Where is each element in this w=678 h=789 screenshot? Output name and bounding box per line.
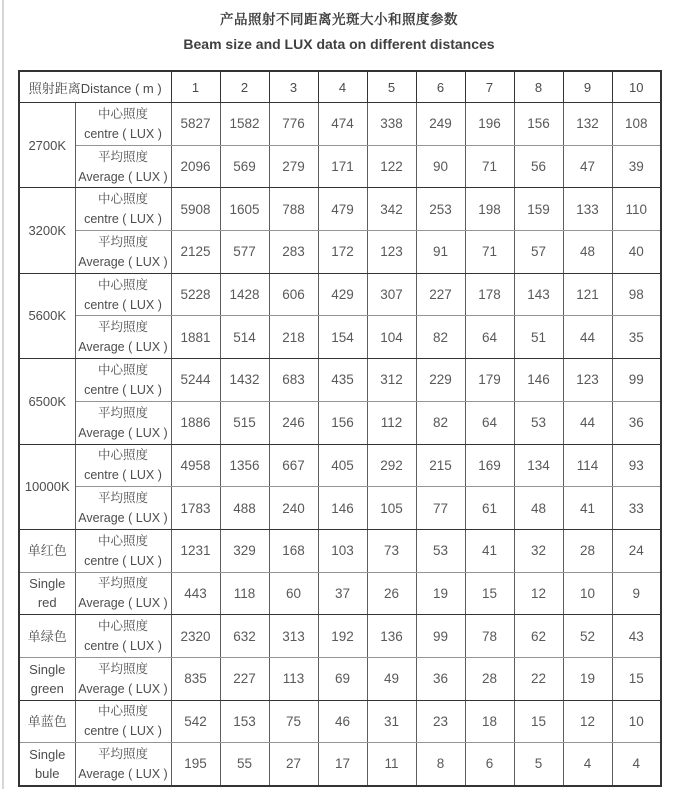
lux-value-cell: 121 [563, 273, 612, 316]
group-label-cell: 单红色 [19, 529, 75, 572]
lux-value-cell: 55 [220, 743, 269, 786]
lux-value-cell: 283 [269, 231, 318, 274]
lux-value-cell: 24 [612, 529, 661, 572]
lux-value-cell: 71 [465, 231, 514, 274]
metric-label-cn: 平均照度 [97, 576, 148, 591]
group-centre-row [19, 615, 661, 658]
distance-col-header: 4 [318, 71, 367, 103]
lux-value-cell: 1432 [220, 359, 269, 402]
table-head [19, 71, 661, 103]
metric-label-en: Average ( LUX ) [78, 169, 168, 184]
lux-value-cell: 11 [367, 743, 416, 786]
group-centre-row [19, 444, 661, 487]
metric-label-cn: 中心照度 [97, 533, 148, 548]
lux-value-cell: 2125 [171, 231, 220, 274]
metric-label-cn: 中心照度 [97, 277, 148, 292]
lux-value-cell: 64 [465, 316, 514, 359]
lux-value-cell: 108 [612, 103, 661, 146]
lux-value-cell: 17 [318, 743, 367, 786]
group-label-cell: 单蓝色 [19, 700, 75, 743]
lux-value-cell: 41 [465, 529, 514, 572]
group-label-en-cell: Single bule [19, 743, 75, 786]
lux-value-cell: 168 [269, 529, 318, 572]
lux-value-cell: 577 [220, 231, 269, 274]
group-centre-row [19, 529, 661, 572]
lux-value-cell: 10 [612, 700, 661, 743]
lux-value-cell: 134 [514, 444, 563, 487]
metric-label-cn: 中心照度 [97, 619, 148, 634]
lux-value-cell: 835 [171, 657, 220, 700]
lux-value-cell: 41 [563, 487, 612, 530]
lux-value-cell: 110 [612, 188, 661, 231]
lux-value-cell: 178 [465, 273, 514, 316]
lux-value-cell: 171 [318, 145, 367, 188]
lux-value-cell: 606 [269, 273, 318, 316]
group-centre-row [19, 273, 661, 316]
lux-value-cell: 4958 [171, 444, 220, 487]
metric-label-cell-centre [75, 444, 171, 487]
metric-label-cell-average [75, 231, 171, 274]
metric-label-cell-centre [75, 273, 171, 316]
lux-value-cell: 146 [514, 359, 563, 402]
lux-value-cell: 123 [563, 359, 612, 402]
lux-value-cell: 71 [465, 145, 514, 188]
metric-label-en: Average ( LUX ) [78, 254, 168, 269]
lux-value-cell: 4 [563, 743, 612, 786]
lux-value-cell: 246 [269, 401, 318, 444]
lux-value-cell: 6 [465, 743, 514, 786]
lux-value-cell: 9 [612, 572, 661, 615]
page-left-border [2, 0, 4, 789]
metric-label-cn: 平均照度 [97, 405, 148, 420]
metric-label-cell-centre [75, 359, 171, 402]
metric-label-cell-average [75, 572, 171, 615]
group-average-row [19, 743, 661, 786]
metric-label-cn: 中心照度 [97, 704, 148, 719]
lux-value-cell: 28 [465, 657, 514, 700]
page-title-en: Beam size and LUX data on different distances [183, 36, 495, 52]
lux-value-cell: 28 [563, 529, 612, 572]
group-label-cell: 6500K [19, 359, 75, 444]
lux-value-cell: 40 [612, 231, 661, 274]
lux-value-cell: 218 [269, 316, 318, 359]
distance-col-header: 9 [563, 71, 612, 103]
lux-value-cell: 156 [318, 401, 367, 444]
metric-label-cell-average [75, 316, 171, 359]
lux-value-cell: 136 [367, 615, 416, 658]
distance-col-header: 7 [465, 71, 514, 103]
lux-value-cell: 240 [269, 487, 318, 530]
lux-value-cell: 82 [416, 316, 465, 359]
metric-label-cn: 平均照度 [97, 149, 148, 164]
lux-value-cell: 1356 [220, 444, 269, 487]
group-label-cell: 2700K [19, 103, 75, 188]
group-centre-row [19, 359, 661, 402]
distance-col-header: 2 [220, 71, 269, 103]
distance-col-header: 5 [367, 71, 416, 103]
lux-value-cell: 5827 [171, 103, 220, 146]
lux-value-cell: 99 [416, 615, 465, 658]
lux-value-cell: 632 [220, 615, 269, 658]
lux-value-cell: 77 [416, 487, 465, 530]
lux-value-cell: 105 [367, 487, 416, 530]
lux-value-cell: 342 [367, 188, 416, 231]
lux-value-cell: 61 [465, 487, 514, 530]
metric-label-cell-average [75, 401, 171, 444]
metric-label-en: centre ( LUX ) [84, 639, 162, 654]
metric-label-cell-centre [75, 615, 171, 658]
lux-value-cell: 35 [612, 316, 661, 359]
lux-value-cell: 1605 [220, 188, 269, 231]
lux-value-cell: 12 [563, 700, 612, 743]
lux-value-cell: 46 [318, 700, 367, 743]
lux-value-cell: 514 [220, 316, 269, 359]
lux-value-cell: 338 [367, 103, 416, 146]
group-average-row [19, 487, 661, 530]
group-average-row [19, 572, 661, 615]
lux-value-cell: 215 [416, 444, 465, 487]
metric-label-cell-average [75, 657, 171, 700]
lux-value-cell: 143 [514, 273, 563, 316]
group-label-cell: 5600K [19, 273, 75, 358]
lux-value-cell: 62 [514, 615, 563, 658]
lux-value-cell: 1783 [171, 487, 220, 530]
metric-label-cell-centre [75, 700, 171, 743]
group-centre-row [19, 700, 661, 743]
lux-value-cell: 18 [465, 700, 514, 743]
lux-value-cell: 8 [416, 743, 465, 786]
distance-col-header: 6 [416, 71, 465, 103]
lux-value-cell: 5 [514, 743, 563, 786]
group-average-row [19, 145, 661, 188]
lux-value-cell: 122 [367, 145, 416, 188]
metric-label-cn: 中心照度 [97, 362, 148, 377]
distance-col-header: 8 [514, 71, 563, 103]
distance-col-header: 3 [269, 71, 318, 103]
lux-value-cell: 474 [318, 103, 367, 146]
lux-value-cell: 73 [367, 529, 416, 572]
lux-value-cell: 5908 [171, 188, 220, 231]
distance-col-header: 1 [171, 71, 220, 103]
metric-label-en: centre ( LUX ) [84, 212, 162, 227]
distance-col-header: 10 [612, 71, 661, 103]
lux-value-cell: 172 [318, 231, 367, 274]
group-average-row [19, 231, 661, 274]
metric-label-cell-average [75, 145, 171, 188]
metric-label-cell-centre [75, 103, 171, 146]
metric-label-en: Average ( LUX ) [78, 766, 168, 781]
lux-value-cell: 56 [514, 145, 563, 188]
lux-value-cell: 23 [416, 700, 465, 743]
lux-value-cell: 683 [269, 359, 318, 402]
lux-value-cell: 156 [514, 103, 563, 146]
lux-value-cell: 229 [416, 359, 465, 402]
lux-value-cell: 443 [171, 572, 220, 615]
lux-value-cell: 75 [269, 700, 318, 743]
lux-value-cell: 22 [514, 657, 563, 700]
lux-value-cell: 10 [563, 572, 612, 615]
lux-value-cell: 57 [514, 231, 563, 274]
lux-value-cell: 479 [318, 188, 367, 231]
lux-value-cell: 114 [563, 444, 612, 487]
lux-value-cell: 5244 [171, 359, 220, 402]
lux-value-cell: 227 [220, 657, 269, 700]
lux-value-cell: 159 [514, 188, 563, 231]
lux-value-cell: 112 [367, 401, 416, 444]
group-average-row [19, 316, 661, 359]
group-label-cell: 3200K [19, 188, 75, 273]
metric-label-en: Average ( LUX ) [78, 425, 168, 440]
metric-label-cell-average [75, 743, 171, 786]
lux-value-cell: 99 [612, 359, 661, 402]
lux-value-cell: 4 [612, 743, 661, 786]
metric-label-cn: 平均照度 [97, 320, 148, 335]
metric-label-en: centre ( LUX ) [84, 297, 162, 312]
lux-value-cell: 169 [465, 444, 514, 487]
metric-label-en: Average ( LUX ) [78, 511, 168, 526]
lux-value-cell: 27 [269, 743, 318, 786]
metric-label-en: Average ( LUX ) [78, 681, 168, 696]
lux-value-cell: 44 [563, 316, 612, 359]
group-label-cell: 10000K [19, 444, 75, 529]
lux-value-cell: 103 [318, 529, 367, 572]
lux-value-cell: 195 [171, 743, 220, 786]
lux-value-cell: 51 [514, 316, 563, 359]
group-label-en-cell: Single green [19, 657, 75, 700]
metric-label-cn: 平均照度 [97, 746, 148, 761]
lux-value-cell: 196 [465, 103, 514, 146]
lux-value-cell: 179 [465, 359, 514, 402]
lux-value-cell: 569 [220, 145, 269, 188]
lux-value-cell: 118 [220, 572, 269, 615]
metric-label-en: centre ( LUX ) [84, 126, 162, 141]
metric-label-en: Average ( LUX ) [78, 340, 168, 355]
lux-value-cell: 153 [220, 700, 269, 743]
lux-value-cell: 249 [416, 103, 465, 146]
lux-value-cell: 5228 [171, 273, 220, 316]
header-row [19, 71, 661, 103]
group-centre-row [19, 103, 661, 146]
lux-value-cell: 132 [563, 103, 612, 146]
group-average-row [19, 657, 661, 700]
lux-value-cell: 2096 [171, 145, 220, 188]
lux-value-cell: 104 [367, 316, 416, 359]
lux-value-cell: 192 [318, 615, 367, 658]
lux-value-cell: 313 [269, 615, 318, 658]
lux-value-cell: 82 [416, 401, 465, 444]
lux-value-cell: 776 [269, 103, 318, 146]
lux-value-cell: 198 [465, 188, 514, 231]
lux-value-cell: 12 [514, 572, 563, 615]
lux-value-cell: 667 [269, 444, 318, 487]
lux-value-cell: 227 [416, 273, 465, 316]
lux-value-cell: 19 [563, 657, 612, 700]
metric-label-en: centre ( LUX ) [84, 468, 162, 483]
lux-value-cell: 64 [465, 401, 514, 444]
lux-value-cell: 329 [220, 529, 269, 572]
lux-value-cell: 91 [416, 231, 465, 274]
metric-label-cell-centre [75, 188, 171, 231]
distance-header-label: 照射距离Distance ( m ) [19, 71, 171, 103]
lux-value-cell: 43 [612, 615, 661, 658]
lux-value-cell: 47 [563, 145, 612, 188]
lux-value-cell: 98 [612, 273, 661, 316]
lux-value-cell: 26 [367, 572, 416, 615]
group-label-cell: 单绿色 [19, 615, 75, 658]
lux-value-cell: 133 [563, 188, 612, 231]
metric-label-en: centre ( LUX ) [84, 382, 162, 397]
lux-value-cell: 405 [318, 444, 367, 487]
lux-value-cell: 39 [612, 145, 661, 188]
lux-table [18, 70, 662, 787]
lux-value-cell: 36 [612, 401, 661, 444]
lux-value-cell: 1428 [220, 273, 269, 316]
lux-value-cell: 49 [367, 657, 416, 700]
lux-value-cell: 93 [612, 444, 661, 487]
group-label-en-cell: Single red [19, 572, 75, 615]
lux-value-cell: 253 [416, 188, 465, 231]
lux-value-cell: 36 [416, 657, 465, 700]
metric-label-cell-centre [75, 529, 171, 572]
lux-value-cell: 15 [465, 572, 514, 615]
lux-value-cell: 312 [367, 359, 416, 402]
metric-label-cn: 中心照度 [97, 448, 148, 463]
lux-value-cell: 154 [318, 316, 367, 359]
lux-value-cell: 2320 [171, 615, 220, 658]
lux-value-cell: 1582 [220, 103, 269, 146]
lux-value-cell: 123 [367, 231, 416, 274]
lux-value-cell: 15 [514, 700, 563, 743]
group-centre-row [19, 188, 661, 231]
metric-label-cell-average [75, 487, 171, 530]
page-title-cn: 产品照射不同距离光斑大小和照度参数 [220, 12, 458, 27]
lux-value-cell: 48 [563, 231, 612, 274]
lux-value-cell: 435 [318, 359, 367, 402]
lux-value-cell: 292 [367, 444, 416, 487]
table-body [19, 103, 661, 786]
metric-label-en: centre ( LUX ) [84, 724, 162, 739]
metric-label-cn: 中心照度 [97, 192, 148, 207]
metric-label-cn: 平均照度 [97, 661, 148, 676]
lux-value-cell: 279 [269, 145, 318, 188]
metric-label-cn: 平均照度 [97, 491, 148, 506]
lux-value-cell: 429 [318, 273, 367, 316]
metric-label-cn: 平均照度 [97, 234, 148, 249]
lux-value-cell: 78 [465, 615, 514, 658]
metric-label-en: centre ( LUX ) [84, 553, 162, 568]
lux-value-cell: 44 [563, 401, 612, 444]
metric-label-en: Average ( LUX ) [78, 596, 168, 611]
lux-value-cell: 542 [171, 700, 220, 743]
lux-value-cell: 1231 [171, 529, 220, 572]
lux-value-cell: 53 [514, 401, 563, 444]
lux-value-cell: 37 [318, 572, 367, 615]
lux-value-cell: 488 [220, 487, 269, 530]
group-average-row [19, 401, 661, 444]
lux-value-cell: 19 [416, 572, 465, 615]
lux-value-cell: 15 [612, 657, 661, 700]
lux-value-cell: 146 [318, 487, 367, 530]
lux-value-cell: 48 [514, 487, 563, 530]
lux-value-cell: 90 [416, 145, 465, 188]
lux-value-cell: 53 [416, 529, 465, 572]
lux-value-cell: 113 [269, 657, 318, 700]
lux-value-cell: 69 [318, 657, 367, 700]
lux-value-cell: 31 [367, 700, 416, 743]
lux-value-cell: 60 [269, 572, 318, 615]
metric-label-cn: 中心照度 [97, 106, 148, 121]
lux-value-cell: 515 [220, 401, 269, 444]
lux-value-cell: 52 [563, 615, 612, 658]
lux-value-cell: 307 [367, 273, 416, 316]
lux-value-cell: 1886 [171, 401, 220, 444]
lux-value-cell: 1881 [171, 316, 220, 359]
lux-value-cell: 33 [612, 487, 661, 530]
lux-value-cell: 32 [514, 529, 563, 572]
lux-value-cell: 788 [269, 188, 318, 231]
